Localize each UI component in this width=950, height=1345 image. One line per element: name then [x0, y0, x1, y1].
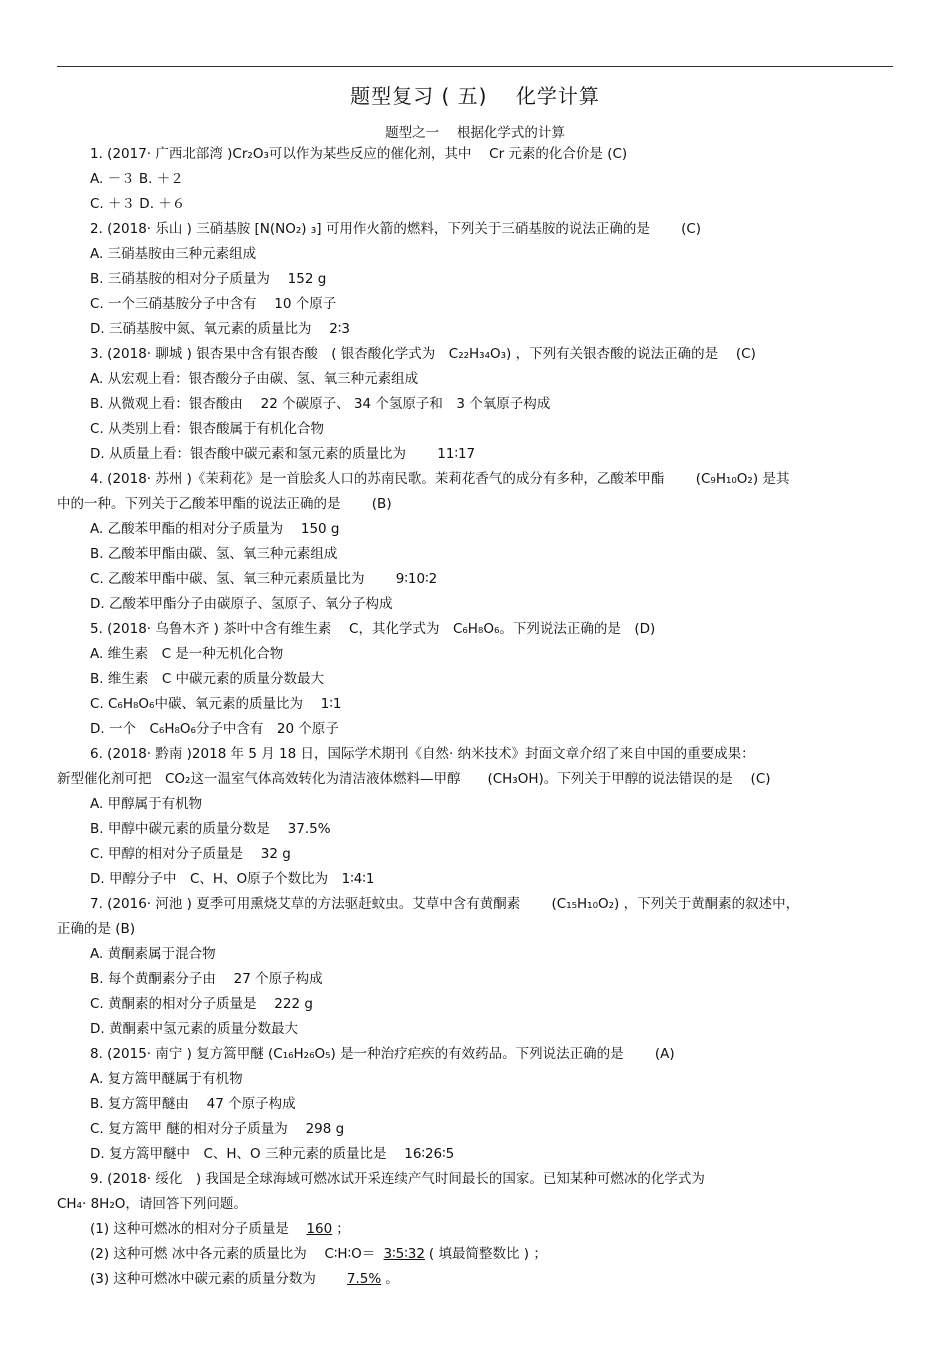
answer-option: B. 乙酸苯甲酯由碳、氢、氧三种元素组成 [90, 546, 338, 562]
answer-option: B. 三硝基胺的相对分子质量为 152 g [90, 271, 327, 287]
answer-option: A. 黄酮素属于混合物 [90, 946, 216, 962]
answer-line [57, 1217, 893, 1242]
answer-option: C. 从类别上看：银杏酸属于有机化合物 [90, 421, 325, 437]
question-stem: 3. (2018· 聊城 ) 银杏果中含有银杏酸 ( 银杏酸化学式为 C₂₂H₃₄O₃) ，下列有关银杏酸的说法正确的是 (C) [90, 346, 756, 362]
question-stem: 5. (2018· 乌鲁木齐 ) 茶叶中含有维生素 C，其化学式为 C₆H₈O₆。下列说法正确的是 (D) [90, 621, 656, 637]
answer-suffix: ； [336, 1221, 350, 1237]
question-stem-continued: CH₄· 8H₂O，请回答下列问题。 [57, 1196, 247, 1212]
answer-option: A. 从宏观上看：银杏酸分子由碳、氢、氧三种元素组成 [90, 371, 419, 387]
answer-option: D. 甲醇分子中 C、H、O原子个数比为 1∶4∶1 [90, 871, 375, 887]
answer-option: A. 复方篙甲醚属于有机物 [90, 1071, 243, 1087]
answer-option: B. 甲醇中碳元素的质量分数是 37.5% [90, 821, 331, 837]
answer-option: B. 从微观上看：银杏酸由 22 个碳原子、 34 个氢原子和 3 个氧原子构成 [90, 396, 551, 412]
answer-option: C. 黄酮素的相对分子质量是 222 g [90, 996, 313, 1012]
answer-option: B. 每个黄酮素分子由 27 个原子构成 [90, 971, 323, 987]
question-body [57, 142, 893, 1292]
question-lines [57, 142, 893, 1217]
answer-option: C. 乙酸苯甲酯中碳、氢、氧三种元素质量比为 9∶10∶2 [90, 571, 438, 587]
answer-line [57, 1242, 893, 1267]
question-stem-continued: 中的一种。下列关于乙酸苯甲酯的说法正确的是 (B) [57, 496, 392, 512]
answer-blank: 7.5% [346, 1271, 382, 1287]
answer-option: A. 三硝基胺由三种元素组成 [90, 246, 257, 262]
answer-option: C. 一个三硝基胺分子中含有 10 个原子 [90, 296, 337, 312]
answer-option: C. 甲醇的相对分子质量是 32 g [90, 846, 291, 862]
answer-blank: 3∶5∶32 [383, 1246, 425, 1262]
page-title: 题型复习 ( 五) 化学计算 [350, 84, 600, 108]
answer-option: D. 一个 C₆H₈O₆分子中含有 20 个原子 [90, 721, 339, 737]
question-stem: 4. (2018· 苏州 )《茉莉花》是一首脍炙人口的苏南民歌。茉莉花香气的成分有多种，乙酸苯甲酯 (C₉H₁₀O₂) 是其 [90, 471, 790, 487]
answer-option: C. 复方篙甲 醚的相对分子质量为 298 g [90, 1121, 345, 1137]
question-stem: 9. (2018· 绥化 ) 我国是全球海域可燃冰试开采连续产气时间最长的国家。已知某种可燃冰的化学式为 [90, 1171, 705, 1187]
answer-option: A. 甲醇属于有机物 [90, 796, 203, 812]
question-stem: 6. (2018· 黔南 )2018 年 5 月 18 日，国际学术期刊《自然· 纳米技术》封面文章介绍了来自中国的重要成果： [90, 746, 755, 762]
answer-option: D. 乙酸苯甲酯分子由碳原子、氢原子、氧分子构成 [90, 596, 393, 612]
answer-option: B. 复方篙甲醚由 47 个原子构成 [90, 1096, 296, 1112]
answer-option: D. 三硝基胺中氮、氧元素的质量比为 2∶3 [90, 321, 350, 337]
question-stem-continued: 正确的是 (B) [57, 921, 136, 937]
answer-line [57, 1267, 893, 1292]
answer-prompt: (1) 这种可燃冰的相对分子质量是 [90, 1221, 303, 1237]
question-stem-continued: 新型催化剂可把 CO₂这一温室气体高效转化为清洁液体燃料—甲醇 (CH₃OH)。下列关于甲醇的说法错误的是 (C) [57, 771, 771, 787]
answer-suffix: ( 填最简整数比 ) ； [428, 1246, 547, 1262]
answer-option: C. ＋３ D. ＋６ [90, 196, 186, 212]
answer-prompt: (2) 这种可燃 冰中各元素的质量比为 C∶H∶O＝ [90, 1246, 380, 1262]
answer-suffix: 。 [385, 1271, 399, 1287]
question-stem: 7. (2016· 河池 ) 夏季可用熏烧艾草的方法驱赶蚊虫。艾草中含有黄酮素 (C₁₅H₁₀O₂) ，下列关于黄酮素的叙述中， [90, 896, 800, 912]
answer-option: B. 维生素 C 中碳元素的质量分数最大 [90, 671, 325, 687]
question-stem: 1. (2017· 广西北部湾 )Cr₂O₃可以作为某些反应的催化剂，其中 Cr 元素的化合价是 (C) [90, 146, 628, 162]
answer-option: D. 黄酮素中氢元素的质量分数最大 [90, 1021, 298, 1037]
answer-option: C. C₆H₈O₆中碳、氧元素的质量比为 1∶1 [90, 696, 342, 712]
answer-option: D. 复方篙甲醚中 C、H、O 三种元素的质量比是 16∶26∶5 [90, 1146, 455, 1162]
question-stem: 2. (2018· 乐山 ) 三硝基胺 [N(NO₂) ₃] 可用作火箭的燃料，下列关于三硝基胺的说法正确的是 (C) [90, 221, 702, 237]
top-rule [57, 66, 893, 67]
answer-prompt: (3) 这种可燃冰中碳元素的质量分数为 [90, 1271, 343, 1287]
answer-blank: 160 [306, 1221, 333, 1237]
answer-option: A. 乙酸苯甲酯的相对分子质量为 150 g [90, 521, 340, 537]
answer-option: A. －３ B. ＋２ [90, 171, 184, 187]
question-stem: 8. (2015· 南宁 ) 复方篙甲醚 (C₁₆H₂₆O₅) 是一种治疗疟疾的有效药品。下列说法正确的是 (A) [90, 1046, 675, 1062]
answer-option: D. 从质量上看：银杏酸中碳元素和氢元素的质量比为 11∶17 [90, 446, 476, 462]
answer-option: A. 维生素 C 是一种无机化合物 [90, 646, 284, 662]
section-subtitle: 题型之一 根据化学式的计算 [385, 125, 565, 141]
